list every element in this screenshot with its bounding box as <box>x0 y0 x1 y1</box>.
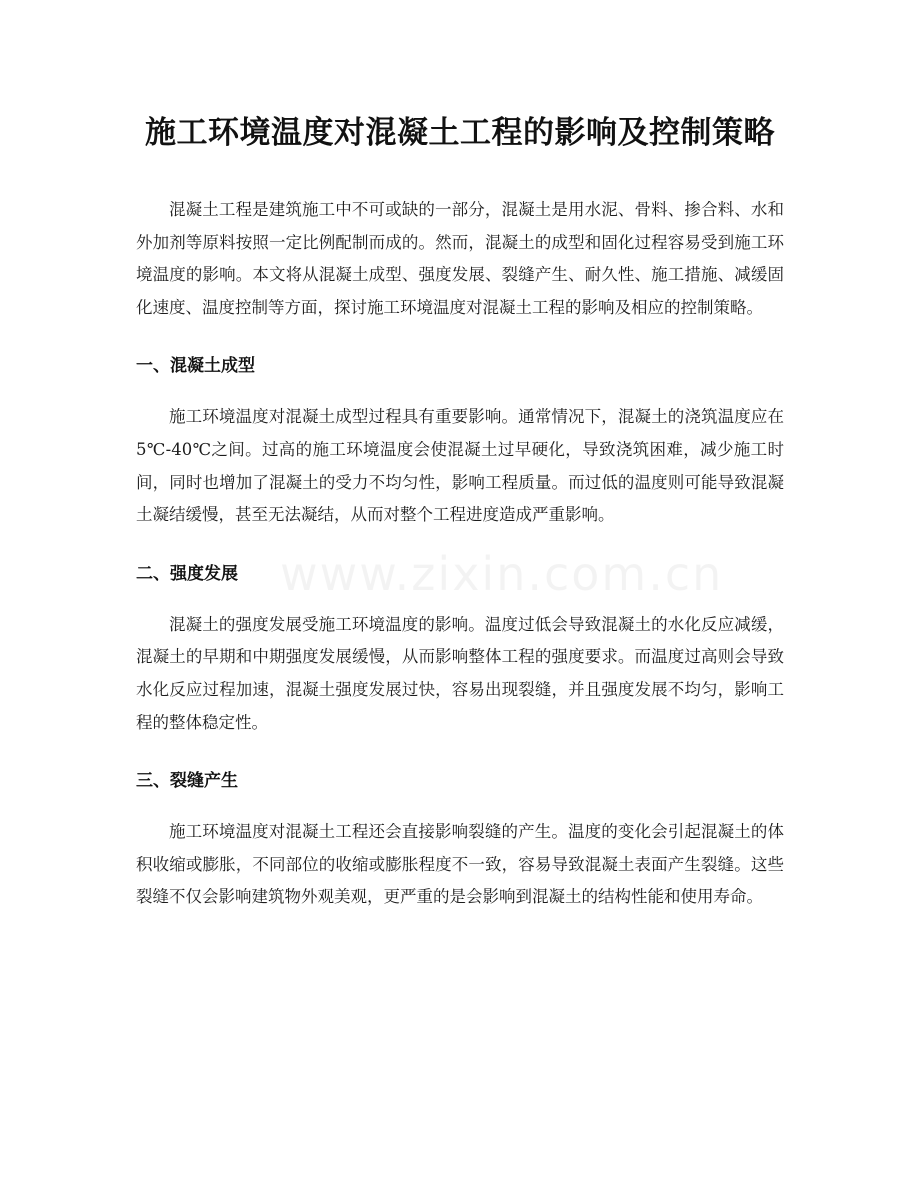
section-body-forming: 施工环境温度对混凝土成型过程具有重要影响。通常情况下，混凝土的浇筑温度应在5℃-40℃之间。过高的施工环境温度会使混凝土过早硬化，导致浇筑困难，减少施工时间，同时也增加了混凝土的受力不均匀性，影响工程质量。而过低的温度则可能导致混凝土凝结缓慢，甚至无法凝结，从而对整个工程进度造成严重影响。 <box>136 407 784 525</box>
section-body-cracks: 施工环境温度对混凝土工程还会直接影响裂缝的产生。温度的变化会引起混凝土的体积收缩或膨胀，不同部位的收缩或膨胀程度不一致，容易导致混凝土表面产生裂缝。这些裂缝不仅会影响建筑物外观美观，更严重的是会影响到混凝土的结构性能和使用寿命。 <box>136 822 784 907</box>
section-body-strength: 混凝土的强度发展受施工环境温度的影响。温度过低会导致混凝土的水化反应减缓，混凝土的早期和中期强度发展缓慢，从而影响整体工程的强度要求。而温度过高则会导致水化反应过程加速，混凝土强度发展过快，容易出现裂缝，并且强度发展不均匀，影响工程的整体稳定性。 <box>136 614 784 732</box>
intro-paragraph: 混凝土工程是建筑施工中不可或缺的一部分，混凝土是用水泥、骨料、掺合料、水和外加剂等原料按照一定比例配制而成的。然而，混凝土的成型和固化过程容易受到施工环境温度的影响。本文将从混凝土成型、强度发展、裂缝产生、耐久性、施工措施、减缓固化速度、温度控制等方面，探讨施工环境温度对混凝土工程的影响及相应的控制策略。 <box>136 200 784 317</box>
section-heading-cracks: 三、裂缝产生 <box>136 771 238 792</box>
document-title: 施工环境温度对混凝土工程的影响及控制策略 <box>145 115 775 151</box>
section-heading-strength: 二、强度发展 <box>136 563 238 584</box>
section-heading-forming: 一、混凝土成型 <box>136 356 255 377</box>
document-page <box>136 0 784 914</box>
